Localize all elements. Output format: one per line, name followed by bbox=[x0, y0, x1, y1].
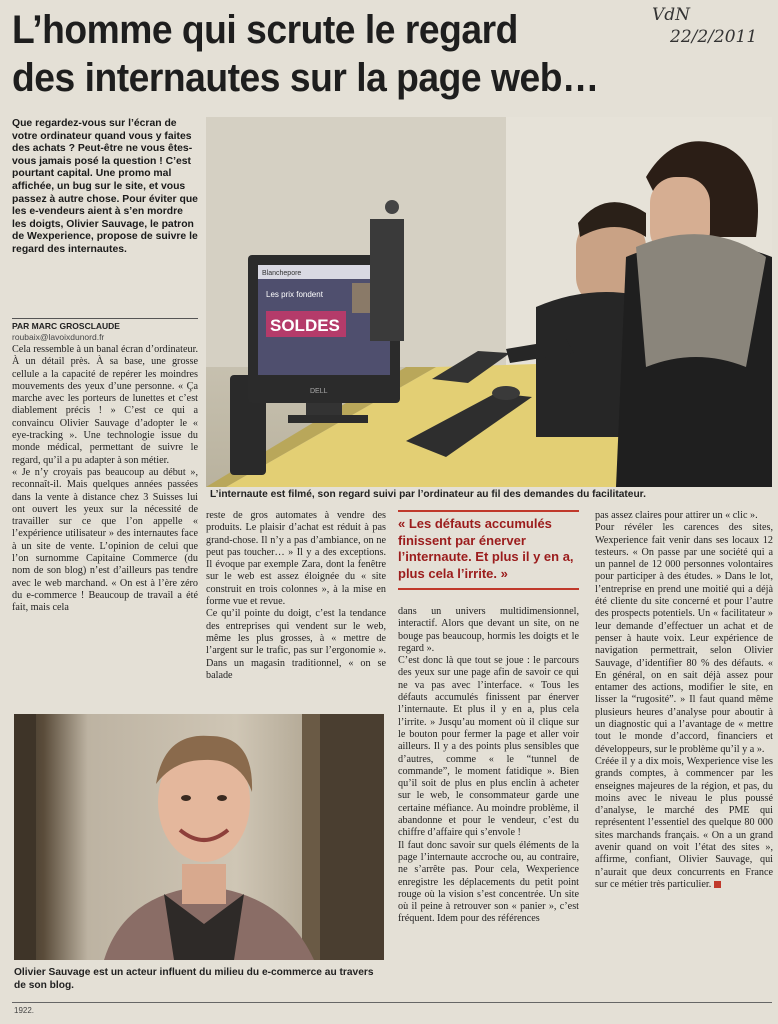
article-paragraph: « Je n’y croyais pas beaucoup au début », reconnaît-il. Mais quelques années passées dans la vente à distance chez 3 Suisses lui ont ouvert les yeux sur la nécessité de travailler sur ce que l’on appelle « l’expérience utilisateur » des internautes face à un site de vente. L’opinion de celui que l’on surnomme Capitaine Commerce (du nom de son blog) n’est d’ailleurs pas tendre avec le web marchand. « On est à l’ère zéro du e-commerce ! Beaucoup de travail a été fait, mais cela bbox=[12, 466, 198, 614]
byline-email: roubaix@lavoixdunord.fr bbox=[12, 332, 105, 342]
page-number: 1922. bbox=[14, 1006, 35, 1015]
article-paragraph-text: Créée il y a dix mois, Wexperience vise les grands comptes, à commencer par les enseignes majeures de la région, et pas, du moins avec le niveau le plus poussé d’analyse, le marché des PME qui représentent l’essentiel des quelque 80 000 sites marchands français. « On a un grand avenir quand on voit l’état des sites », affirme, confiant, Olivier Sauvage, qui n’aurait que deux concurrents en France sur ce métier très particulier. bbox=[595, 755, 773, 890]
second-monitor bbox=[370, 219, 404, 341]
article-paragraph: Il faut donc savoir sur quels éléments de la page l’internaute accroche ou, au contraire, ne s’arrête pas. Pour cela, Wexperience enregistre les déplacements du petit point rouge où la vision s’est concentrée. Un site où il peine à retrouver son « panier », c’est fréquent. Idem pour des références bbox=[398, 839, 579, 925]
article-column-2 bbox=[206, 510, 386, 710]
handwritten-note bbox=[652, 4, 776, 48]
article-paragraph: dans un univers multidimensionnel, interactif. Alors que devant un site, on ne bouge pas beaucoup, hormis les doigts et le regard ». bbox=[398, 606, 579, 654]
article-column-3 bbox=[398, 606, 579, 1006]
screen-promo: Les prix fondent bbox=[266, 290, 323, 299]
article-paragraph: pas assez claires pour attirer un « clic ». bbox=[595, 510, 758, 521]
headline-line-1: L’homme qui scrute le regard bbox=[12, 8, 518, 52]
headline bbox=[12, 6, 663, 102]
byline-author: PAR MARC GROSCLAUDE bbox=[12, 321, 120, 331]
article-column-1 bbox=[12, 344, 198, 704]
headline-line-2: des internautes sur la page web… bbox=[12, 56, 599, 100]
monitor-brand: DELL bbox=[310, 388, 328, 395]
neck bbox=[182, 864, 226, 904]
monitor-base bbox=[288, 415, 368, 423]
doorframe-right bbox=[302, 714, 320, 960]
end-of-article-mark bbox=[714, 881, 721, 888]
background-dark bbox=[320, 714, 384, 960]
photo-illustration bbox=[206, 117, 772, 487]
doorframe-left bbox=[14, 714, 36, 960]
bottom-rule bbox=[12, 1002, 772, 1003]
mouse bbox=[492, 386, 520, 400]
monitor-stand bbox=[306, 403, 342, 417]
article-paragraph: Ce qu’il pointe du doigt, c’est la tendance des entreprises qui vendent sur le web, même les plus grosses, à « mettre de l’argent sur le trafic, pas sur l’ergonomie ». Dans un magasin traditionnel, « on se balade bbox=[206, 608, 386, 681]
article-column-4 bbox=[595, 510, 773, 1000]
byline bbox=[12, 318, 198, 343]
left-eye bbox=[181, 795, 191, 801]
article-paragraph-final bbox=[595, 756, 773, 891]
photo-eye-tracking-session bbox=[206, 117, 772, 487]
photo-main-caption: L’internaute est filmé, son regard suivi par l’ordinateur au fil des demandes du facilitateur. bbox=[210, 489, 646, 500]
right-eye bbox=[217, 795, 227, 801]
woman-scarf bbox=[636, 234, 766, 367]
screen-sale-text: SOLDES bbox=[270, 316, 340, 335]
handwritten-source: VdN bbox=[652, 5, 691, 25]
intro-paragraph: Que regardez-vous sur l’écran de votre ordinateur quand vous y faites des achats ? Peut-être ne vous êtes-vous jamais posé la question ! C’est pourtant capital. Une promo mal affichée, un bug sur le site, et vous passez à autre chose. Pour éviter que les e-vendeurs aient à s’en mordre les doigts, Olivier Sauvage, le patron de Wexperience, propose de suivre le regard des internautes. bbox=[12, 118, 198, 255]
article-paragraph: Pour révéler les carences des sites, Wexperience fait venir dans ses locaux 12 testeurs. « On passe par une société qui a un pannel de 12 000 personnes volontaires pour participer à des études. » Dans le lot, l’entreprise en prend une moitié qui a déjà été cliente du site concerné et pour l’autre des prospects potentiels. Un « facilitateur » leur demande d’effectuer un achat et de penser à haute voix. Leur expérience de navigation permettrait, selon Olivier Sauvage, d’identifier 80 % des défauts. « En général, on en sait déjà assez pour entamer des actions, modifier le site, en lisser la “rugosité”. » Il faut quand même plusieurs heures d’analyse pour aboutir à un diagnostic qui a l’avantage de « mettre tout le monde d’accord, financiers et développeurs, sur le problème qu’il y a ». bbox=[595, 522, 773, 755]
screen-brand: Blanchepore bbox=[262, 270, 302, 277]
webcam bbox=[385, 200, 399, 214]
article-paragraph: Cela ressemble à un banal écran d’ordinateur. À un détail près. À sa base, une grosse cellule a la capacité de repérer les moindres mouvements des yeux d’une personne. « Ça marche avec les porteurs de lunettes et c’est diablement précis ! » C’est ce qui a convaincu Olivier Sauvage d’adopter le « eye-tracking ». Une technologie issue du monde médical, permettant de suivre le regard, qu’il a pu adapter à son métier. bbox=[12, 344, 198, 466]
pull-quote: « Les défauts accumulés finissent par énerver l’internaute. Et plus il y en a, plus cela l’irrite. » bbox=[398, 510, 579, 590]
photo-olivier-sauvage bbox=[14, 714, 384, 960]
article-paragraph: C’est donc là que tout se joue : le parcours des yeux sur une page afin de savoir ce qui ne va pas avec l’interface. « Tous les défauts accumulés finissent par énerver l’internaute. Et plus il y en a, plus cela l’irrite. » Jusqu’au moment où il clique sur le bouton pour fermer la page et aller voir ailleurs. Il y a des points plus sensibles que d’autres, comme « le “tunnel de commande”, le moment fatidique ». Bien qu’il soit de plus en plus enclin à acheter sur le web, le consommateur garde une certaine méfiance. Au moindre problème, il abandonne et pour le vendeur, c’est du chiffre d’affaire qui s’envole ! bbox=[398, 655, 579, 839]
photo-portrait-caption: Olivier Sauvage est un acteur influent du milieu du e-commerce au travers de son blog. bbox=[14, 967, 374, 991]
article-paragraph: reste de gros automates à vendre des produits. Le plaisir d’achat est réduit à pas grand-chose. Il n’y a pas d’ambiance, on ne peut pas toucher… » Il y a des exceptions. Il évoque par exemple Zara, dont la fenêtre sur le web est assez éloignée du « site construit en trois colonnes », à la mise en forme vue et revue. bbox=[206, 510, 386, 608]
handwritten-date: 22/2/2011 bbox=[670, 27, 758, 47]
portrait-illustration bbox=[14, 714, 384, 960]
